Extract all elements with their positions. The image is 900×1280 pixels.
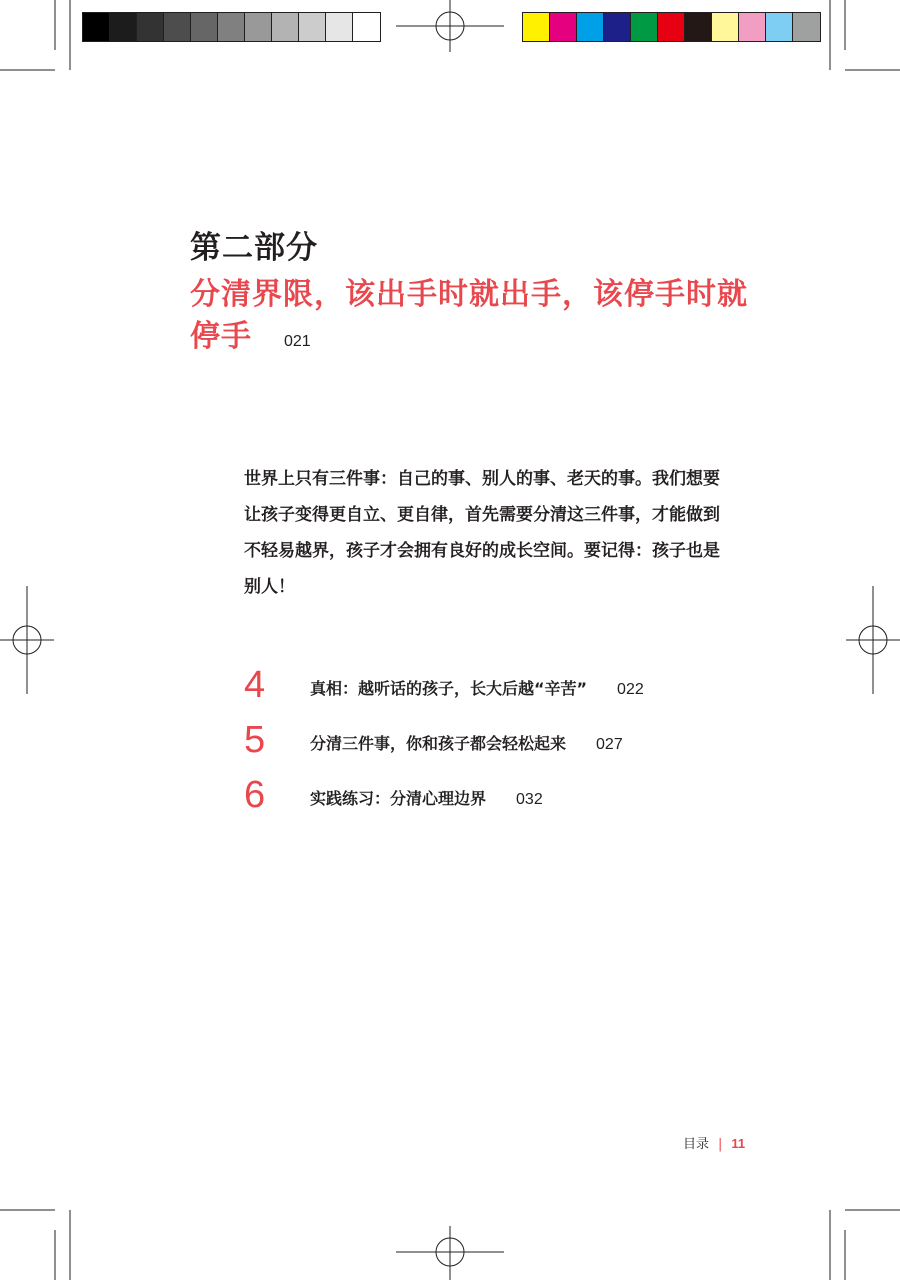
color-swatch <box>712 13 739 41</box>
chapter-title-line <box>310 786 543 809</box>
color-swatch <box>299 13 326 41</box>
color-swatch <box>658 13 685 41</box>
chapter-title-line <box>310 676 644 699</box>
part-title-block <box>190 274 750 363</box>
color-swatch <box>766 13 793 41</box>
grayscale-color-bar <box>82 12 381 42</box>
chapter-page: 022 <box>617 681 644 698</box>
process-color-bar <box>522 12 821 42</box>
color-swatch <box>604 13 631 41</box>
intro-paragraph: 世界上只有三件事：自己的事、别人的事、老天的事。我们想要让孩子变得更自立、更自律，首先需要分清这三件事，才能做到不轻易越界，孩子才会拥有良好的成长空间。要记得：孩子也是别人！ <box>244 469 720 597</box>
color-swatch <box>353 13 380 41</box>
color-swatch <box>164 13 191 41</box>
chapter-title: 实践练习：分清心理边界 <box>310 789 487 808</box>
color-swatch <box>83 13 110 41</box>
footer-section: 目录 <box>683 1137 710 1152</box>
toc-entry[interactable] <box>244 717 704 772</box>
footer-page-number: 11 <box>731 1136 746 1151</box>
chapter-number: 4 <box>244 664 266 706</box>
registration-mark-top <box>396 0 504 52</box>
color-swatch <box>137 13 164 41</box>
color-swatch <box>739 13 766 41</box>
toc-entry[interactable] <box>244 662 704 717</box>
part-title: 分清界限，该出手时就出手，该停手时就停手 <box>190 277 748 354</box>
color-swatch <box>793 13 820 41</box>
color-swatch <box>218 13 245 41</box>
color-swatch <box>523 13 550 41</box>
part-page-number: 021 <box>284 333 311 350</box>
color-swatch <box>550 13 577 41</box>
chapter-number: 6 <box>244 774 266 816</box>
color-swatch <box>245 13 272 41</box>
chapter-title: 真相：越听话的孩子，长大后越“辛苦” <box>310 679 588 698</box>
color-swatch <box>191 13 218 41</box>
chapter-number: 5 <box>244 719 266 761</box>
registration-mark-left <box>0 586 54 694</box>
part-label: 第二部分 <box>190 230 318 266</box>
color-swatch <box>110 13 137 41</box>
page-footer <box>683 1133 745 1152</box>
color-swatch <box>577 13 604 41</box>
footer-separator: | <box>718 1137 723 1152</box>
color-swatch <box>326 13 353 41</box>
color-swatch <box>272 13 299 41</box>
toc-entry[interactable] <box>244 772 704 827</box>
registration-mark-right <box>846 586 900 694</box>
chapter-title-line <box>310 731 623 754</box>
table-of-contents <box>244 662 704 827</box>
chapter-page: 032 <box>516 791 543 808</box>
registration-mark-bottom <box>396 1226 504 1280</box>
color-swatch <box>685 13 712 41</box>
color-swatch <box>631 13 658 41</box>
chapter-title: 分清三件事，你和孩子都会轻松起来 <box>310 734 567 753</box>
chapter-page: 027 <box>596 736 623 753</box>
